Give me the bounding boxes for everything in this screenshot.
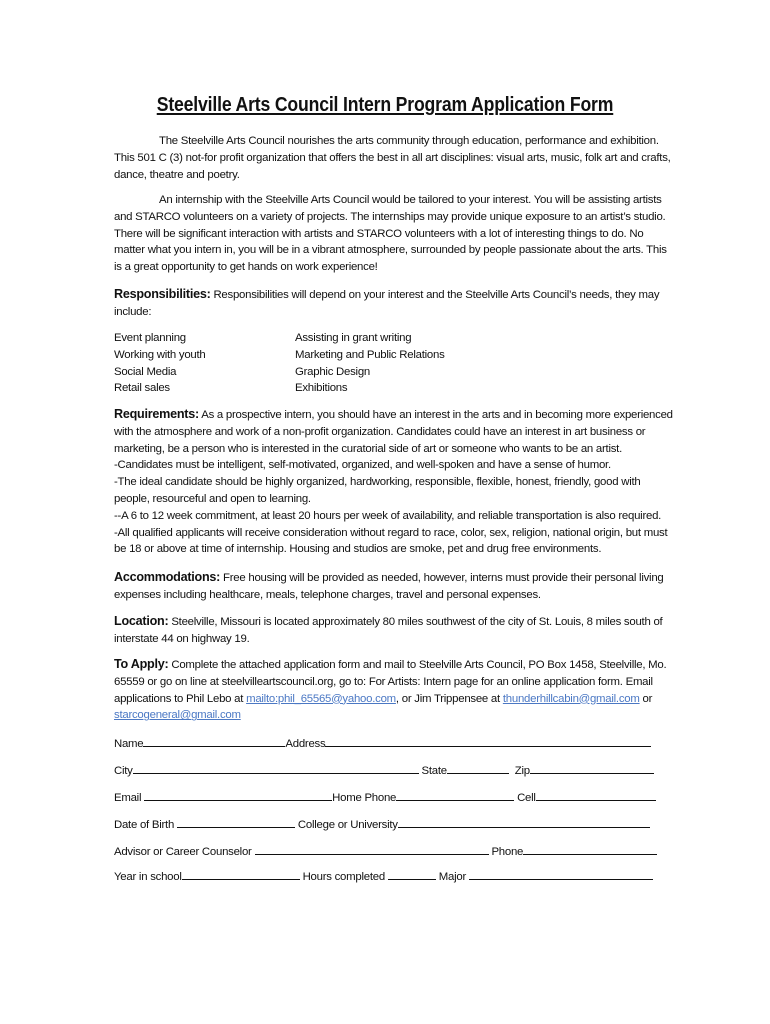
hours-field[interactable] — [388, 867, 436, 880]
zip-field[interactable] — [530, 761, 654, 774]
requirement-line: -The ideal candidate should be highly organized, hardworking, responsible, flexible, honest, friendly, good with people, resourceful and open to learning. — [114, 476, 641, 505]
requirements-section — [114, 406, 674, 558]
name-label: Name — [114, 738, 144, 750]
dob-field[interactable] — [177, 815, 295, 828]
dob-label: Date of Birth — [114, 819, 175, 831]
to-apply-text: Complete the attached application form and mail to Steelville Arts Council, PO Box 1458, Steelville, Mo. 65559 or go on line at steelvilleartscouncil.org, go to: For Artists: Intern page for an online application form. Email applications to Phil Lebo at — [114, 659, 667, 705]
form-row-city-state-zip — [114, 761, 674, 777]
to-apply-mid-text: , or Jim Trippensee at — [395, 692, 503, 705]
responsibilities-list — [114, 330, 554, 397]
advisor-label: Advisor or Career Counselor — [114, 846, 252, 858]
responsibilities-section — [114, 286, 674, 321]
accommodations-section — [114, 569, 674, 604]
list-row — [114, 380, 554, 397]
list-item: Assisting in grant writing — [295, 332, 412, 344]
requirement-line: -All qualified applicants will receive consideration without regard to race, color, sex, religion, national origin, but must be 18 or above at time of internship. Housing and studios are smoke, pet and drug free environments. — [114, 526, 668, 556]
form-row-email-phone-cell — [114, 788, 674, 804]
phone-label: Phone — [491, 846, 524, 858]
college-label: College or University — [297, 819, 398, 831]
college-field[interactable] — [398, 815, 650, 828]
major-label: Major — [438, 871, 466, 883]
name-field[interactable] — [143, 734, 285, 747]
to-apply-heading: To Apply: — [114, 657, 169, 671]
page-title: Steelville Arts Council Intern Program Application Form — [156, 93, 614, 116]
responsibilities-text: Responsibilities will depend on your interest and the Steelville Arts Council’s needs, they may include: — [114, 289, 660, 318]
list-item: Event planning — [114, 332, 186, 344]
home-phone-field[interactable] — [396, 788, 514, 801]
list-item: Working with youth — [114, 348, 206, 361]
intro-paragraph-1: The Steelville Arts Council nourishes the arts community through education, performance and exhibition. This 501 C (3) not-for profit organization that offers the best in all art disciplines: visual arts, music, folk art and crafts, dance, theatre and poetry. — [114, 135, 671, 181]
address-field[interactable] — [325, 734, 651, 747]
list-item: Retail sales — [114, 382, 170, 395]
phil-email-link[interactable]: mailto:phil_65565@yahoo.com — [246, 692, 396, 705]
hours-label: Hours completed — [302, 871, 385, 883]
to-apply-or-text: or — [639, 692, 653, 705]
year-field[interactable] — [182, 867, 300, 880]
accommodations-heading: Accommodations: — [114, 570, 221, 584]
advisor-field[interactable] — [255, 842, 489, 855]
list-row — [114, 330, 554, 347]
cell-field[interactable] — [536, 788, 656, 801]
year-label: Year in school — [114, 871, 182, 883]
email-field[interactable] — [144, 788, 332, 801]
phone-field[interactable] — [523, 842, 657, 855]
cell-label: Cell — [517, 792, 536, 804]
requirement-line: -Candidates must be intelligent, self-motivated, organized, and well-spoken and have a sense of humor. — [114, 459, 611, 472]
list-row — [114, 347, 554, 364]
list-row — [114, 364, 554, 381]
list-item: Social Media — [114, 365, 177, 378]
jim-email-link[interactable]: thunderhillcabin@gmail.com — [502, 692, 640, 705]
form-row-name-address — [114, 734, 674, 750]
form-row-advisor-phone — [114, 842, 674, 858]
intro-paragraph-2: An internship with the Steelville Arts Council would be tailored to your interest. You will be assisting artists and STARCO volunteers on a variety of projects. The internships may provide unique exposure to an artist’s studio. There will be significant interaction with artists and STARCO volunteers with a lot of interesting things to do. No matter what you intern in, you will be in a vibrant atmosphere, surrounded by people passionate about the arts. This is a great opportunity to get hands on work experience! — [114, 194, 667, 274]
responsibilities-heading: Responsibilities: — [114, 287, 211, 301]
zip-label: Zip — [514, 765, 530, 777]
city-label: City — [114, 765, 133, 777]
requirements-intro — [114, 406, 674, 457]
location-heading: Location: — [114, 614, 169, 628]
city-field[interactable] — [133, 761, 419, 774]
accommodations-text: Free housing will be provided as needed, however, interns must provide their personal living expenses including healthcare, meals, telephone charges, travel and personal expenses. — [114, 572, 664, 601]
form-row-year-hours-major — [114, 867, 674, 883]
list-item: Exhibitions — [295, 382, 348, 395]
state-label: State — [421, 765, 447, 777]
form-row-dob-college — [114, 815, 674, 831]
list-item: Graphic Design — [295, 365, 371, 378]
requirements-heading: Requirements: — [114, 407, 199, 421]
home-phone-label: Home Phone — [332, 792, 397, 804]
list-item: Marketing and Public Relations — [295, 348, 445, 361]
location-text: Steelville, Missouri is located approximately 80 miles southwest of the city of St. Louis, 8 miles south of interstate 44 on highway 19. — [114, 616, 663, 645]
email-label: Email — [114, 792, 142, 804]
state-field[interactable] — [447, 761, 509, 774]
requirements-text: As a prospective intern, you should have an interest in the arts and in becoming more experienced with the atmosphere and work of a non-profit organization. Candidates could have an interest in art business or marketing, be a person who is interested in the curatorial side of art or someone who wants to be an artist. — [114, 409, 673, 455]
address-label: Address — [285, 738, 326, 750]
starco-email-link[interactable]: starcogeneral@gmail.com — [114, 709, 241, 722]
to-apply-section — [114, 656, 674, 724]
major-field[interactable] — [469, 867, 653, 880]
requirement-line: --A 6 to 12 week commitment, at least 20 hours per week of availability, and reliable transportation is also required. — [114, 509, 662, 522]
location-section — [114, 613, 674, 648]
